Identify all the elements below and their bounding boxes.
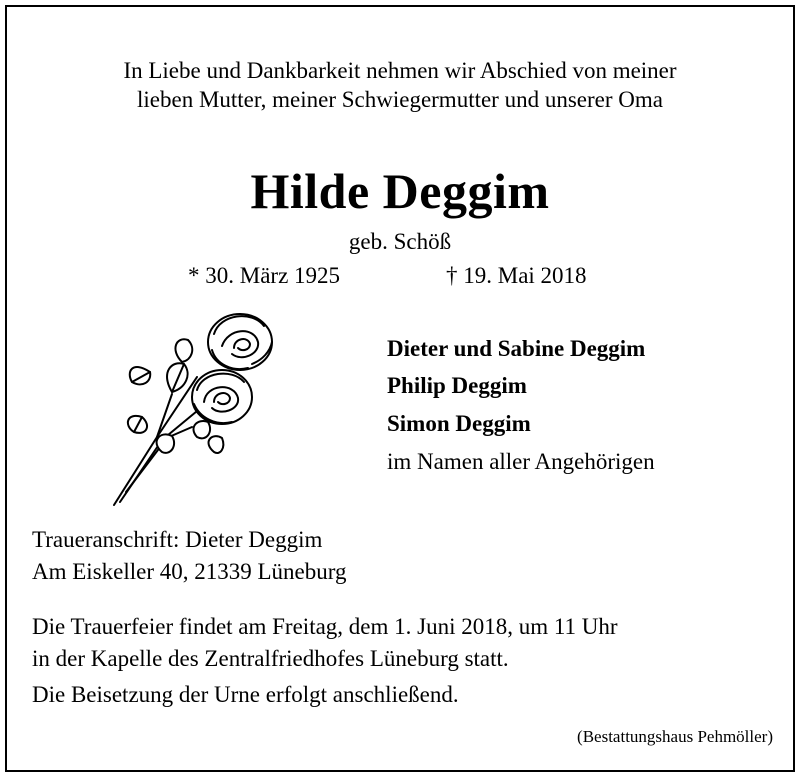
maiden-name: geb. Schöß [348,229,452,254]
ceremony-line-1: Die Trauerfeier findet am Freitag, dem 1. Juni 2018, um 11 Uhr [32,614,618,639]
mourner-2: Philip Deggim [387,373,527,398]
birth-date: * 30. März 1925 [188,263,341,288]
death-date: † 19. Mai 2018 [446,263,587,288]
mourner-1: Dieter und Sabine Deggim [387,336,646,361]
obituary-notice [5,5,795,772]
ceremony-line-3: Die Beisetzung der Urne erfolgt anschließend. [32,682,459,707]
funeral-home: (Bestattungshaus Pehmöller) [577,727,773,746]
deceased-name: Hilde Deggim [250,163,550,219]
roses-icon [102,302,287,512]
address-line-1: Traueranschrift: Dieter Deggim [32,527,323,552]
address-line-2: Am Eiskeller 40, 21339 Lüneburg [32,559,347,584]
mourners-closing: im Namen aller Angehörigen [387,449,655,474]
intro-line-1: In Liebe und Dankbarkeit nehmen wir Abschied von meiner [123,58,677,83]
intro-line-2: lieben Mutter, meiner Schwiegermutter und unserer Oma [137,87,663,112]
ceremony-line-2: in der Kapelle des Zentralfriedhofes Lüneburg statt. [32,646,509,671]
mourner-3: Simon Deggim [387,411,531,436]
